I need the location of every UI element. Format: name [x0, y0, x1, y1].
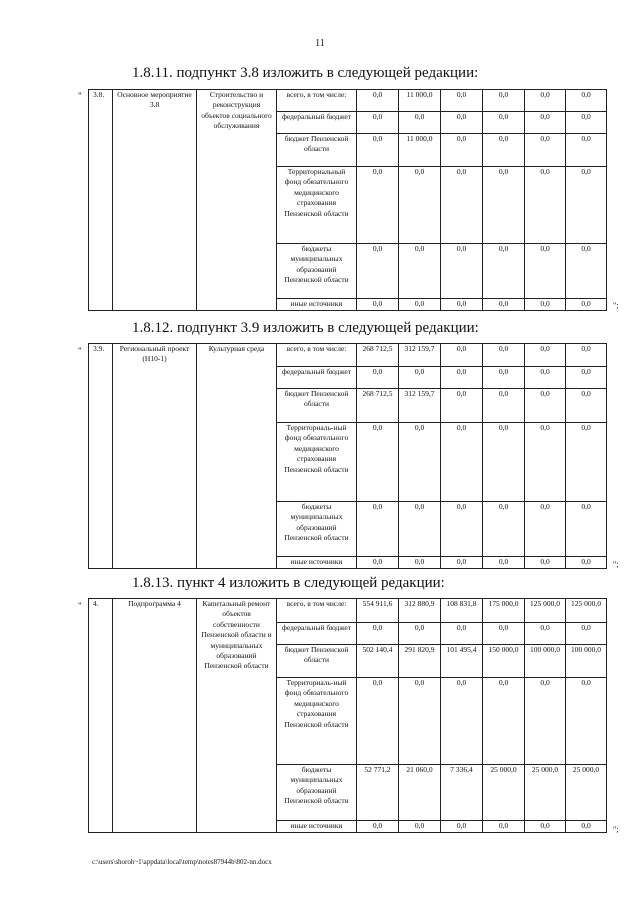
value-cell: 101 495,4: [441, 645, 483, 678]
value-cell: 0,0: [357, 821, 399, 833]
value-cell: 0,0: [399, 244, 441, 299]
value-cell: 0,0: [441, 167, 483, 244]
value-cell: 0,0: [357, 623, 399, 645]
closing-quote: ";: [613, 825, 619, 834]
value-cell: 0,0: [566, 389, 607, 423]
value-cell: 0,0: [566, 678, 607, 765]
value-cell: 0,0: [525, 557, 566, 569]
value-cell: 0,0: [399, 423, 441, 502]
value-cell: 0,0: [357, 423, 399, 502]
value-cell: 125 000,0: [525, 599, 566, 623]
value-cell: 0,0: [357, 367, 399, 389]
value-cell: 0,0: [483, 423, 525, 502]
funding-source: бюджет Пензенской области: [277, 134, 357, 167]
value-cell: 0,0: [483, 90, 525, 112]
value-cell: 0,0: [399, 557, 441, 569]
value-cell: 0,0: [483, 244, 525, 299]
value-cell: 0,0: [483, 502, 525, 557]
page-number: 11: [315, 38, 325, 49]
funding-source: федеральный бюджет: [277, 112, 357, 134]
value-cell: 0,0: [566, 134, 607, 167]
value-cell: 268 712,5: [357, 344, 399, 367]
value-cell: 0,0: [525, 134, 566, 167]
value-cell: 0,0: [441, 557, 483, 569]
value-cell: 0,0: [441, 678, 483, 765]
funding-source: бюджеты муниципальных образований Пензенской области: [277, 502, 357, 557]
value-cell: 25 000,0: [483, 765, 525, 821]
value-cell: 0,0: [357, 678, 399, 765]
value-cell: 554 911,6: [357, 599, 399, 623]
value-cell: 502 140,4: [357, 645, 399, 678]
item-name: Региональный проект (Н10-1): [113, 344, 197, 569]
value-cell: 0,0: [483, 678, 525, 765]
value-cell: 0,0: [399, 821, 441, 833]
value-cell: 0,0: [525, 423, 566, 502]
value-cell: 150 000,0: [483, 645, 525, 678]
value-cell: 0,0: [441, 623, 483, 645]
item-name: Подпрограмма 4: [113, 599, 197, 833]
value-cell: 0,0: [525, 344, 566, 367]
value-cell: 11 000,0: [399, 134, 441, 167]
value-cell: 0,0: [525, 299, 566, 311]
value-cell: 0,0: [483, 344, 525, 367]
value-cell: 25 000,0: [525, 765, 566, 821]
value-cell: 0,0: [399, 367, 441, 389]
value-cell: 268 712,5: [357, 389, 399, 423]
item-number: 3.9.: [89, 344, 113, 569]
value-cell: 0,0: [357, 90, 399, 112]
value-cell: 21 060,0: [399, 765, 441, 821]
funding-source: иные источники: [277, 557, 357, 569]
value-cell: 0,0: [357, 167, 399, 244]
value-cell: 0,0: [566, 167, 607, 244]
value-cell: 0,0: [525, 167, 566, 244]
value-cell: 0,0: [566, 557, 607, 569]
funding-source: бюджет Пензенской области: [277, 389, 357, 423]
value-cell: 0,0: [441, 112, 483, 134]
funding-source: федеральный бюджет: [277, 367, 357, 389]
funding-source: иные источники: [277, 299, 357, 311]
funding-source: бюджеты муниципальных образований Пензенской области: [277, 244, 357, 299]
value-cell: 0,0: [441, 367, 483, 389]
item-number: 3.8.: [89, 90, 113, 311]
value-cell: 0,0: [525, 244, 566, 299]
value-cell: 0,0: [566, 821, 607, 833]
value-cell: 0,0: [483, 167, 525, 244]
value-cell: 0,0: [566, 344, 607, 367]
closing-quote: ";: [613, 560, 619, 569]
item-purpose: Культурная среда: [197, 344, 277, 569]
item-purpose: Капитальный ремонт объектов собственности Пензенской области и муниципальных образований Пензенской области: [197, 599, 277, 833]
value-cell: 0,0: [525, 367, 566, 389]
value-cell: 0,0: [525, 389, 566, 423]
value-cell: 0,0: [441, 389, 483, 423]
value-cell: 312 880,9: [399, 599, 441, 623]
opening-quote: ": [78, 601, 82, 611]
value-cell: 0,0: [483, 112, 525, 134]
value-cell: 100 000,0: [525, 645, 566, 678]
opening-quote: ": [78, 346, 82, 356]
funding-source: всего, в том числе:: [277, 599, 357, 623]
funding-source: бюджет Пензенской области: [277, 645, 357, 678]
value-cell: 100 000,0: [566, 645, 607, 678]
value-cell: 0,0: [483, 623, 525, 645]
value-cell: 0,0: [399, 678, 441, 765]
value-cell: 0,0: [483, 389, 525, 423]
value-cell: 0,0: [566, 112, 607, 134]
value-cell: 52 771,2: [357, 765, 399, 821]
value-cell: 0,0: [566, 299, 607, 311]
value-cell: 108 831,8: [441, 599, 483, 623]
section-heading: 1.8.12. подпункт 3.9 изложить в следующей редакции:: [132, 320, 479, 336]
value-cell: 0,0: [441, 90, 483, 112]
section-heading: 1.8.13. пункт 4 изложить в следующей редакции:: [132, 575, 445, 591]
value-cell: 291 820,9: [399, 645, 441, 678]
value-cell: 0,0: [566, 502, 607, 557]
value-cell: 0,0: [525, 623, 566, 645]
funding-source: всего, в том числе:: [277, 90, 357, 112]
funding-source: иные источники: [277, 821, 357, 833]
value-cell: 0,0: [441, 502, 483, 557]
item-name: Основное мероприятие 3.8: [113, 90, 197, 311]
value-cell: 312 159,7: [399, 389, 441, 423]
value-cell: 0,0: [399, 623, 441, 645]
value-cell: 0,0: [483, 367, 525, 389]
value-cell: 25 000,0: [566, 765, 607, 821]
value-cell: 0,0: [566, 623, 607, 645]
value-cell: 0,0: [525, 678, 566, 765]
closing-quote: ";: [613, 301, 619, 310]
value-cell: 0,0: [441, 821, 483, 833]
value-cell: 0,0: [357, 112, 399, 134]
funding-source: Территориальный фонд обязательного медицинского страхования Пензенской области: [277, 167, 357, 244]
value-cell: 0,0: [441, 134, 483, 167]
value-cell: 0,0: [566, 244, 607, 299]
value-cell: 0,0: [525, 821, 566, 833]
value-cell: 0,0: [399, 299, 441, 311]
value-cell: 0,0: [357, 557, 399, 569]
funding-source: всего, в том числе:: [277, 344, 357, 367]
item-purpose: Строительство и реконструкция объектов социального обслуживания: [197, 90, 277, 311]
value-cell: 0,0: [357, 299, 399, 311]
value-cell: 0,0: [441, 423, 483, 502]
value-cell: 0,0: [483, 299, 525, 311]
section-heading: 1.8.11. подпункт 3.8 изложить в следующей редакции:: [132, 65, 479, 81]
program-table: [88, 343, 607, 569]
value-cell: 0,0: [357, 502, 399, 557]
value-cell: 0,0: [525, 112, 566, 134]
funding-source: бюджеты муниципальных образований Пензенской области: [277, 765, 357, 821]
value-cell: 0,0: [483, 557, 525, 569]
value-cell: 0,0: [399, 112, 441, 134]
value-cell: 312 159,7: [399, 344, 441, 367]
value-cell: 7 336,4: [441, 765, 483, 821]
item-number: 4.: [89, 599, 113, 833]
value-cell: 0,0: [357, 134, 399, 167]
value-cell: 125 000,0: [566, 599, 607, 623]
value-cell: 0,0: [441, 244, 483, 299]
value-cell: 0,0: [399, 167, 441, 244]
funding-source: Территориаль-ный фонд обязательного медицинского страхования Пензенской области: [277, 423, 357, 502]
value-cell: 0,0: [566, 367, 607, 389]
opening-quote: ": [78, 91, 82, 101]
value-cell: 0,0: [399, 502, 441, 557]
program-table: [88, 598, 607, 833]
value-cell: 0,0: [483, 821, 525, 833]
value-cell: 0,0: [566, 423, 607, 502]
value-cell: 0,0: [441, 299, 483, 311]
funding-source: федеральный бюджет: [277, 623, 357, 645]
value-cell: 0,0: [441, 344, 483, 367]
funding-source: Территориаль-ный фонд обязательного медицинского страхования Пензенской области: [277, 678, 357, 765]
value-cell: 0,0: [525, 90, 566, 112]
value-cell: 0,0: [483, 134, 525, 167]
value-cell: 0,0: [357, 244, 399, 299]
value-cell: 0,0: [525, 502, 566, 557]
value-cell: 175 000,0: [483, 599, 525, 623]
footer-file-path: c:\users\shoroh~1\appdata\local\temp\notes87944b\802-nn.docx: [92, 858, 272, 866]
program-table: [88, 89, 607, 311]
value-cell: 0,0: [566, 90, 607, 112]
value-cell: 11 000,0: [399, 90, 441, 112]
